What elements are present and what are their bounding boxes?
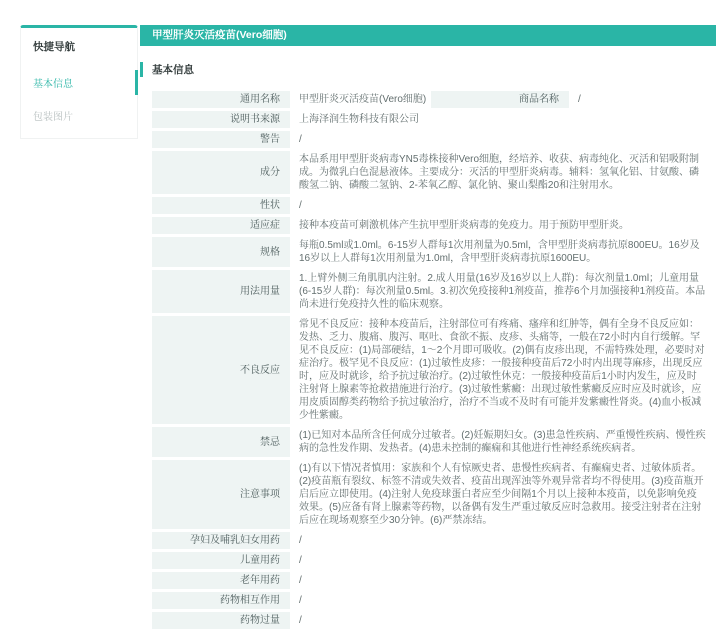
- field-value: 1.上臂外侧三角肌肌内注射。2.成人用量(16岁及16岁以上人群)：每次剂量1.0ml；儿童用量(6-15岁人群)：每次剂量0.5ml。3.初次免疫接种1剂疫苗，推荐6个月加强接种1剂疫苗。本品尚未进行免疫持久性的临床观察。: [299, 273, 706, 310]
- field-label: 规格: [152, 237, 290, 267]
- field-label: 孕妇及哺乳妇女用药: [152, 532, 290, 549]
- field-value: (1)已知对本品所含任何成分过敏者。(2)妊娠期妇女。(3)患急性疾病、严重慢性疾病、慢性疾病的急性发作期、发热者。(4)患未控制的癫痫和其他进行性神经系统疾病者。: [299, 430, 706, 454]
- sidebar-item-basic-info[interactable]: 基本信息: [21, 66, 137, 99]
- field-value: /: [299, 595, 302, 606]
- sidebar-title: 快捷导航: [33, 41, 75, 53]
- table-row: [152, 237, 710, 267]
- field-label: 商品名称: [431, 91, 569, 108]
- table-row: [152, 217, 710, 234]
- field-label: 不良反应: [152, 316, 290, 424]
- table-row: [152, 111, 710, 128]
- field-value: 本品系用甲型肝炎病毒YN5毒株接种Vero细胞，经培养、收获、病毒纯化、灭活和铝吸附制成。为微乳白色混悬液体。主要成分：灭活的甲型肝炎病毒。辅料：氢氧化铝、甘氨酸、磷酸氢二钠、磷酸二氢钠、2-苯氧乙醇、氯化钠、聚山梨酯20和注射用水。: [299, 154, 700, 191]
- sidebar-item-package-images[interactable]: 包装图片: [33, 112, 73, 123]
- field-value: /: [299, 555, 302, 566]
- table-row: [152, 460, 710, 529]
- field-value: 上海泽润生物科技有限公司: [299, 114, 419, 125]
- field-label: 通用名称: [152, 91, 290, 108]
- table-row: [152, 316, 710, 424]
- quick-nav-sidebar: [20, 25, 138, 139]
- table-row: [152, 197, 710, 214]
- field-value: /: [299, 575, 302, 586]
- drug-info-table: [152, 91, 710, 629]
- table-row: [152, 151, 710, 194]
- field-value: 常见不良反应：接种本疫苗后，注射部位可有疼痛、瘙痒和红肿等，偶有全身不良反应如：发热、乏力、腹痛、腹泻、呕吐、食欲不振、皮疹、头痛等，一般在72小时内自行缓解。罕见不良反应：(1)局部硬结，1～2个月即可吸收。(2)偶有皮疹出现，不需特殊处理，必要时对症治疗。极罕见不良反应：(1)过敏性皮疹：一般接种疫苗后72小时内出现荨麻疹，出现反应时，应及时就诊，给予抗过敏治疗。(2)过敏性休克：一般接种疫苗后1小时内发生，应及时注射肾上腺素等抢救措施进行治疗。(3)过敏性紫癜：出现过敏性紫癜反应时应及时就诊，应用皮质固醇类药物给予抗过敏治疗，治疗不当或不及时有可能并发紫癜性肾炎。(4)血小板减少性紫癜。: [299, 319, 705, 421]
- field-value: 甲型肝炎灭活疫苗(Vero细胞): [299, 94, 427, 105]
- table-row: [152, 532, 710, 549]
- field-label: 性状: [152, 197, 290, 214]
- field-value: (1)有以下情况者慎用：家族和个人有惊厥史者、患慢性疾病者、有癫痫史者、过敏体质者。(2)疫苗瓶有裂纹、标签不清或失效者、疫苗出现浑浊等外观异常者均不得使用。(3)疫苗瓶开启后应立即使用。(4)注射人免疫球蛋白者应至少间隔1个月以上接种本疫苗，以免影响免疫效果。(5)应备有肾上腺素等药物，以备偶有发生严重过敏反应时急救用。接受注射者在注射后应在现场观察至少30分钟。(6)严禁冻结。: [299, 463, 704, 526]
- field-pair: [152, 91, 431, 108]
- field-label: 成分: [152, 151, 290, 194]
- table-row: [152, 572, 710, 589]
- table-row: [152, 270, 710, 313]
- field-value: /: [299, 615, 302, 626]
- field-label: 药物相互作用: [152, 592, 290, 609]
- field-value: /: [299, 200, 302, 211]
- section-title-basic-info: 基本信息: [140, 62, 716, 77]
- field-label: 药物过量: [152, 612, 290, 629]
- drug-title-bar: 甲型肝炎灭活疫苗(Vero细胞): [140, 25, 716, 46]
- field-label: 用法用量: [152, 270, 290, 313]
- field-value: /: [299, 134, 302, 145]
- table-row: [152, 427, 710, 457]
- field-label: 适应症: [152, 217, 290, 234]
- table-row: [152, 91, 710, 108]
- field-value: /: [299, 535, 302, 546]
- field-label: 儿童用药: [152, 552, 290, 569]
- main-content: [140, 25, 716, 632]
- field-value: 每瓶0.5ml或1.0ml。6-15岁人群每1次用剂量为0.5ml，含甲型肝炎病毒抗原800EU。16岁及16岁以上人群每1次用剂量为1.0ml，含甲型肝炎病毒抗原1600EU。: [299, 240, 700, 264]
- table-row: [152, 131, 710, 148]
- table-row: [152, 552, 710, 569]
- field-label: 说明书来源: [152, 111, 290, 128]
- field-pair: [431, 91, 710, 108]
- field-label: 注意事项: [152, 460, 290, 529]
- table-row: [152, 592, 710, 609]
- field-label: 老年用药: [152, 572, 290, 589]
- field-value: /: [578, 94, 581, 105]
- field-label: 禁忌: [152, 427, 290, 457]
- field-value: 接种本疫苗可刺激机体产生抗甲型肝炎病毒的免疫力。用于预防甲型肝炎。: [299, 220, 629, 231]
- table-row: [152, 612, 710, 629]
- field-label: 警告: [152, 131, 290, 148]
